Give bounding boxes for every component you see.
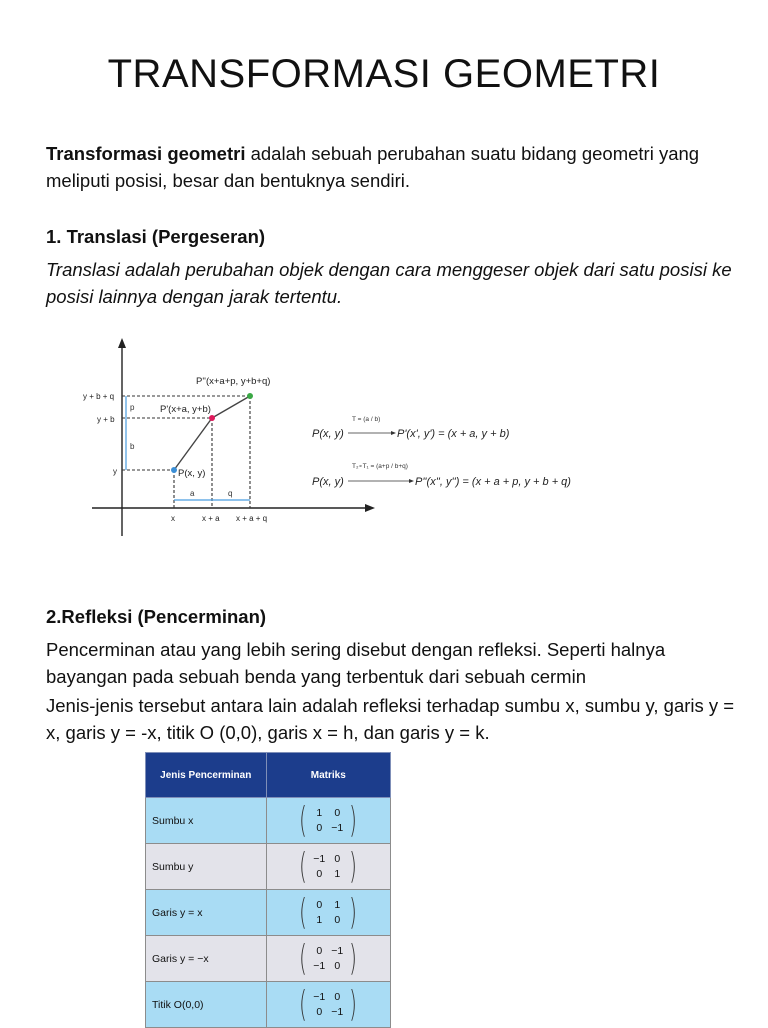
y-label-ybq: y + b + q xyxy=(83,392,115,401)
x-axis-arrow-icon xyxy=(365,504,375,512)
row-matrix xyxy=(266,844,390,890)
header-matriks: Matriks xyxy=(266,753,390,798)
row-matrix xyxy=(266,936,390,982)
matrix-entry: 0 xyxy=(334,853,341,865)
x-label-xaq: x + a + q xyxy=(236,514,268,523)
seg-label-p: p xyxy=(130,403,135,412)
formula-1 xyxy=(312,416,510,440)
matrix-entry: 0 xyxy=(334,991,341,1003)
matrix-entry: 0 xyxy=(334,914,341,926)
matrix-entry: 0 xyxy=(316,899,323,911)
left-paren-icon: ( xyxy=(299,983,308,1025)
matrix-entry: −1 xyxy=(331,945,344,957)
table-row xyxy=(146,982,391,1028)
right-paren-icon: ) xyxy=(349,799,358,841)
p2-label: P''(x+a+p, y+b+q) xyxy=(196,376,271,387)
matrix-entry: 0 xyxy=(316,868,323,880)
right-paren-icon: ) xyxy=(349,983,358,1025)
formula2-arrowhead-icon xyxy=(409,479,414,483)
matrix xyxy=(296,845,360,887)
matrix-entry: 1 xyxy=(316,807,323,819)
matrix-entry: −1 xyxy=(313,853,326,865)
matrix-entry: −1 xyxy=(331,822,344,834)
matrix-entry: −1 xyxy=(313,991,326,1003)
translasi-heading: 1. Translasi (Pergeseran) xyxy=(46,226,266,247)
intro-paragraph xyxy=(46,140,736,194)
page-title: TRANSFORMASI GEOMETRI xyxy=(107,52,661,96)
formula-2 xyxy=(312,463,571,488)
table-row xyxy=(146,798,391,844)
table-row xyxy=(146,844,391,890)
row-label: Titik O(0,0) xyxy=(146,982,267,1028)
matrix-entry: 1 xyxy=(316,914,323,926)
p0-label: P(x, y) xyxy=(178,468,206,479)
intro-bold-term: Transformasi geometri xyxy=(46,143,246,164)
point-p2 xyxy=(247,393,253,399)
matrix xyxy=(296,983,360,1025)
refleksi-paragraph-2: Jenis-jenis tersebut antara lain adalah refleksi terhadap sumbu x, sumbu y, garis y = x, garis y = -x, titik O (0,0), garis x = h, dan garis y = k. xyxy=(46,695,735,743)
formula2-right: P''(x'', y'') = (x + a + p, y + b + q) xyxy=(415,476,571,488)
formula1-arrowhead-icon xyxy=(391,431,396,435)
row-matrix xyxy=(266,798,390,844)
refleksi-heading: 2.Refleksi (Pencerminan) xyxy=(46,606,267,627)
left-paren-icon: ( xyxy=(299,845,308,887)
matrix-entry: 0 xyxy=(316,1006,323,1018)
header-jenis: Jenis Pencerminan xyxy=(146,753,267,798)
formula1-right: P'(x', y') = (x + a, y + b) xyxy=(397,428,510,440)
point-p1 xyxy=(209,415,215,421)
row-matrix xyxy=(266,982,390,1028)
matrix-entry: 0 xyxy=(334,807,341,819)
intro-text: adalah sebuah perubahan suatu bidang geometri yang meliputi posisi, besar dan bentuknya sendiri. xyxy=(46,143,700,191)
row-label: Sumbu y xyxy=(146,844,267,890)
y-label-y: y xyxy=(113,467,117,476)
row-label: Sumbu x xyxy=(146,798,267,844)
translasi-diagram xyxy=(80,336,580,540)
matrix-grid xyxy=(310,991,346,1018)
table-row xyxy=(146,890,391,936)
matrix-entry: 0 xyxy=(316,945,323,957)
matrix-entry: 0 xyxy=(316,822,323,834)
y-label-yb: y + b xyxy=(97,415,115,424)
formula2-left: P(x, y) xyxy=(312,476,344,488)
matrix xyxy=(296,937,360,979)
matrix-grid xyxy=(310,945,346,972)
reflection-table xyxy=(145,752,391,1028)
left-paren-icon: ( xyxy=(299,891,308,933)
matrix-entry: −1 xyxy=(313,960,326,972)
table-header-row xyxy=(146,753,391,798)
x-label-xa: x + a xyxy=(202,514,220,523)
vector-p1-p2 xyxy=(212,396,250,418)
row-label: Garis y = −x xyxy=(146,936,267,982)
seg-label-q: q xyxy=(228,489,233,498)
seg-label-b: b xyxy=(130,442,135,451)
formula1-left: P(x, y) xyxy=(312,428,344,440)
table-row xyxy=(146,936,391,982)
refleksi-paragraph-1: Pencerminan atau yang lebih sering disebut dengan refleksi. Seperti halnya bayangan pada sebuah benda yang terbentuk dari sebuah cermin xyxy=(46,639,666,687)
matrix xyxy=(296,891,360,933)
point-p xyxy=(171,467,177,473)
matrix-entry: 1 xyxy=(334,899,341,911)
left-paren-icon: ( xyxy=(299,799,308,841)
matrix-grid xyxy=(310,853,346,880)
seg-label-a: a xyxy=(190,489,195,498)
translasi-definition: Translasi adalah perubahan objek dengan cara menggeser objek dari satu posisi ke posisi lainnya dengan jarak tertentu. xyxy=(46,259,732,307)
formula2-arrow-label: T₂∘T₁ = (a+p / b+q) xyxy=(352,463,408,470)
matrix-grid xyxy=(310,899,346,926)
y-axis-arrow-icon xyxy=(118,338,126,348)
matrix-grid xyxy=(310,807,346,834)
right-paren-icon: ) xyxy=(349,891,358,933)
row-label: Garis y = x xyxy=(146,890,267,936)
vector-p-p1 xyxy=(174,418,212,470)
right-paren-icon: ) xyxy=(349,845,358,887)
matrix-entry: 0 xyxy=(334,960,341,972)
formula1-arrow-label: T = (a / b) xyxy=(352,416,381,423)
matrix-entry: 1 xyxy=(334,868,341,880)
matrix xyxy=(296,799,360,841)
x-label-x: x xyxy=(171,514,175,523)
p1-label: P'(x+a, y+b) xyxy=(160,404,211,415)
matrix-entry: −1 xyxy=(331,1006,344,1018)
row-matrix xyxy=(266,890,390,936)
left-paren-icon: ( xyxy=(299,937,308,979)
right-paren-icon: ) xyxy=(349,937,358,979)
